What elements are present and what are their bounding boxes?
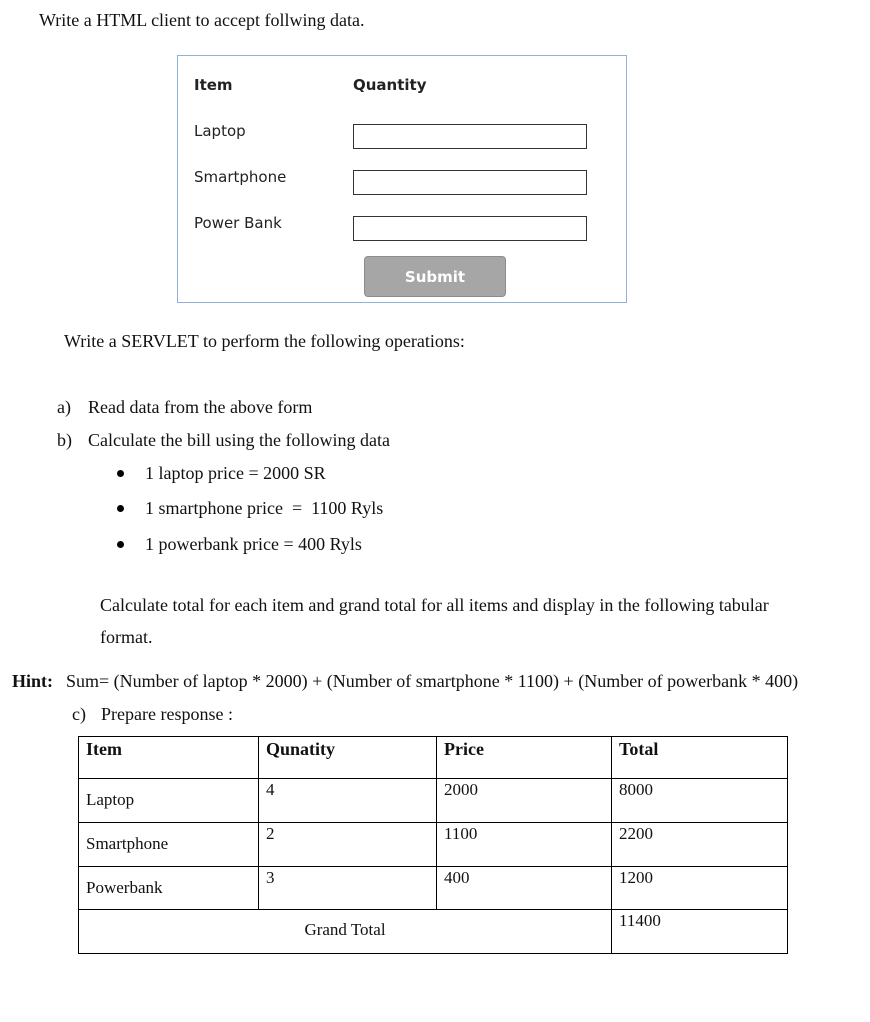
step-b-marker: b) bbox=[57, 430, 72, 450]
column-header-total: Total bbox=[612, 737, 788, 779]
cell-item: Smartphone bbox=[79, 823, 259, 867]
table-row bbox=[79, 779, 788, 823]
cell-quantity: 4 bbox=[259, 779, 437, 823]
cell-quantity: 3 bbox=[259, 867, 437, 910]
column-header-price: Price bbox=[437, 737, 612, 779]
cell-item: Powerbank bbox=[79, 867, 259, 910]
table-header-row bbox=[79, 737, 788, 779]
grand-total-label: Grand Total bbox=[79, 910, 612, 954]
smartphone-quantity-input[interactable] bbox=[353, 170, 587, 195]
bullet-icon bbox=[117, 505, 124, 512]
bullet-icon bbox=[117, 541, 124, 548]
form-label-laptop: Laptop bbox=[194, 122, 246, 140]
intro-text: Write a HTML client to accept follwing data. bbox=[39, 10, 365, 30]
submit-button[interactable]: Submit bbox=[364, 256, 506, 297]
column-header-quantity: Qunatity bbox=[259, 737, 437, 779]
cell-quantity: 2 bbox=[259, 823, 437, 867]
cell-total: 1200 bbox=[612, 867, 788, 910]
servlet-heading: Write a SERVLET to perform the following operations: bbox=[64, 331, 465, 351]
form-label-powerbank: Power Bank bbox=[194, 214, 282, 232]
price-powerbank: 1 powerbank price = 400 Ryls bbox=[145, 534, 362, 554]
step-a-marker: a) bbox=[57, 397, 71, 417]
price-smartphone: 1 smartphone price = 1100 Ryls bbox=[145, 498, 384, 518]
form-header-item: Item bbox=[194, 76, 233, 94]
price-laptop: 1 laptop price = 2000 SR bbox=[145, 463, 326, 483]
laptop-quantity-input[interactable] bbox=[353, 124, 587, 149]
cell-price: 400 bbox=[437, 867, 612, 910]
order-form bbox=[177, 55, 627, 303]
hint-text: Sum= (Number of laptop * 2000) + (Number of smartphone * 1100) + (Number of powerbank * 400) bbox=[66, 671, 799, 691]
step-b-text: Calculate the bill using the following data bbox=[88, 430, 390, 450]
bullet-icon bbox=[117, 470, 124, 477]
column-header-item: Item bbox=[79, 737, 259, 779]
step-c-marker: c) bbox=[72, 704, 86, 724]
form-header-quantity: Quantity bbox=[353, 76, 427, 94]
calc-instruction: Calculate total for each item and grand total for all items and display in the following tabular bbox=[100, 595, 769, 615]
step-a-text: Read data from the above form bbox=[88, 397, 313, 417]
cell-price: 2000 bbox=[437, 779, 612, 823]
table-row bbox=[79, 867, 788, 910]
table-row bbox=[79, 823, 788, 867]
cell-total: 8000 bbox=[612, 779, 788, 823]
cell-total: 2200 bbox=[612, 823, 788, 867]
grand-total-value: 11400 bbox=[612, 910, 788, 954]
calc-instruction-cont: format. bbox=[100, 627, 153, 647]
response-table bbox=[78, 736, 788, 954]
cell-item: Laptop bbox=[79, 779, 259, 823]
grand-total-row bbox=[79, 910, 788, 954]
form-label-smartphone: Smartphone bbox=[194, 168, 287, 186]
step-c-text: Prepare response : bbox=[101, 704, 233, 724]
cell-price: 1100 bbox=[437, 823, 612, 867]
powerbank-quantity-input[interactable] bbox=[353, 216, 587, 241]
hint-label: Hint: bbox=[12, 671, 54, 691]
